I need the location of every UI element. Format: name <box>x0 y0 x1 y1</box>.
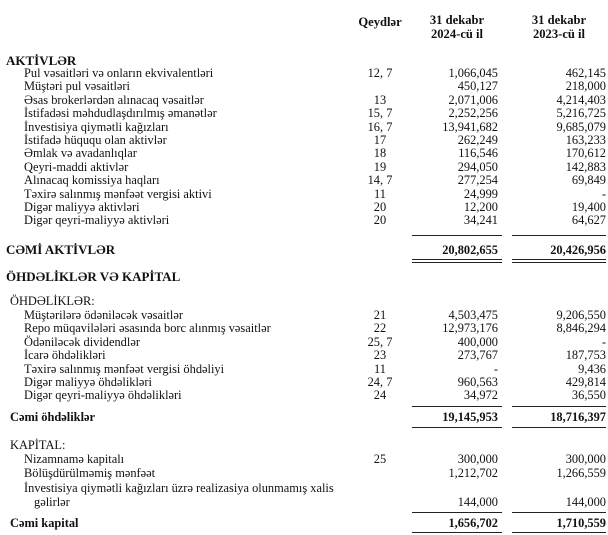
row-value-2023: 218,000 <box>565 79 606 94</box>
row-value-2024: 34,972 <box>463 388 498 403</box>
row-value-2024: 960,563 <box>457 375 498 389</box>
total-liabilities-2024: 19,145,953 <box>442 410 498 424</box>
row-value-2024: 400,000 <box>457 334 498 349</box>
table-row <box>0 200 608 214</box>
row-value-2024: 300,000 <box>457 452 498 466</box>
total-assets-2023: 20,426,956 <box>550 243 606 257</box>
row-notes: 12, 7 <box>367 66 393 80</box>
total-liabilities-label: Cəmi öhdəliklər <box>10 410 96 424</box>
row-notes: 11 <box>374 186 386 201</box>
row-notes: 20 <box>373 200 387 214</box>
row-notes: 18 <box>373 146 387 161</box>
row-value-2023: 142,883 <box>565 159 606 174</box>
row-label: Nizamnamə kapitalı <box>24 452 125 466</box>
column-header-2024-line2: 2024-cü il <box>430 27 484 41</box>
row-value-2024: 2,071,006 <box>448 92 498 107</box>
revaluation-label-line2: gəlirlər <box>34 495 70 509</box>
row-value-2023: 4,214,403 <box>556 92 606 107</box>
row-label: İstifadəsi məhdudlaşdırılmış əmanətlər <box>24 106 217 121</box>
table-row <box>0 79 608 93</box>
row-value-2024: - <box>493 361 498 376</box>
table-row <box>0 388 608 402</box>
total-capital-underline <box>412 532 502 533</box>
row-label: Digər maliyyə öhdəlikləri <box>24 375 152 389</box>
total-assets-label: CƏMİ AKTİVLƏR <box>6 242 116 257</box>
liabilities-title: ÖHDƏLİKLƏR: <box>10 294 95 308</box>
row-notes: 21 <box>373 308 387 322</box>
row-value-2023: 8,846,294 <box>556 321 606 336</box>
column-header-2024 <box>412 13 502 41</box>
liab-equity-section-title <box>0 270 608 284</box>
row-label: Əsas brokerlərdən alınacaq vəsaitlər <box>24 92 204 107</box>
table-row <box>0 187 608 201</box>
row-notes: 19 <box>373 159 387 174</box>
row-label: Digər qeyri-maliyyə öhdəlikləri <box>24 388 182 403</box>
row-value-2024: 4,503,475 <box>448 308 498 322</box>
revaluation-2023: 144,000 <box>565 495 606 509</box>
row-value-2024: 1,066,045 <box>448 66 498 80</box>
column-header-2023-line2: 2023-cü il <box>532 27 586 41</box>
row-value-2023: 163,233 <box>565 133 606 147</box>
table-row <box>0 466 608 480</box>
total-capital-row <box>0 516 608 530</box>
row-label: Alınacaq komissiya haqları <box>24 173 160 188</box>
row-value-2023: 9,685,079 <box>556 119 606 134</box>
table-row <box>0 213 608 227</box>
assets-subtotal-line <box>412 235 502 236</box>
row-label: Repo müqavilələri əsasında borc alınmış vəsaitlər <box>24 321 271 336</box>
table-row <box>0 133 608 147</box>
column-header-2024-line1: 31 dekabr <box>429 13 485 27</box>
table-row <box>0 160 608 174</box>
assets-title: AKTİVLƏR <box>6 53 77 68</box>
table-row <box>0 308 608 322</box>
row-value-2023: 64,627 <box>571 213 606 228</box>
row-value-2023: 19,400 <box>571 200 606 214</box>
total-liabilities-underline-2023 <box>512 427 606 428</box>
liab-equity-title: ÖHDƏLİKLƏR VƏ KAPİTAL <box>6 269 181 284</box>
table-row <box>0 146 608 160</box>
row-notes: 24 <box>373 388 387 403</box>
row-label: Təxirə salınmış mənfəət vergisi aktivi <box>24 186 212 201</box>
total-capital-label: Cəmi kapital <box>10 516 79 530</box>
row-value-2023: 5,216,725 <box>556 106 606 121</box>
column-header-2023 <box>512 13 606 41</box>
liabilities-subtotal-line <box>412 406 502 407</box>
liabilities-subtotal-line-2023 <box>512 406 606 407</box>
total-liabilities-row <box>0 410 608 424</box>
row-value-2023: 9,436 <box>578 361 606 376</box>
row-notes: 16, 7 <box>367 119 393 134</box>
row-value-2024: 273,767 <box>457 348 498 363</box>
total-assets-row <box>0 243 608 257</box>
capital-title: KAPİTAL: <box>10 438 66 452</box>
row-label: Digər maliyyə aktivləri <box>24 200 140 214</box>
row-label: Müştəri pul vəsaitləri <box>24 79 130 94</box>
table-row <box>0 375 608 389</box>
row-notes: 11 <box>374 361 386 376</box>
assets-subtotal-line-2023 <box>512 235 606 236</box>
row-notes: 24, 7 <box>367 375 393 389</box>
row-notes: 23 <box>373 348 387 363</box>
row-notes: 25, 7 <box>367 334 393 349</box>
row-label: Qeyri-maddi aktivlər <box>24 159 129 174</box>
row-label: Ödəniləcək dividendlər <box>24 334 140 349</box>
total-liabilities-underline <box>412 427 502 428</box>
row-label: İcarə öhdəlikləri <box>24 348 106 363</box>
table-row <box>0 335 608 349</box>
row-notes: 20 <box>373 213 387 228</box>
table-row <box>0 348 608 362</box>
row-value-2023: 9,206,550 <box>556 308 606 322</box>
row-value-2023: - <box>601 334 606 349</box>
table-row <box>0 66 608 80</box>
row-label: İnvestisiya qiymətli kağızları <box>24 119 169 134</box>
row-notes: 15, 7 <box>367 106 393 121</box>
row-notes: 14, 7 <box>367 173 393 188</box>
capital-subtotal-line <box>412 512 502 513</box>
row-label: Pul vəsaitləri və onların ekvivalentləri <box>24 66 214 80</box>
total-capital-2024: 1,656,702 <box>448 516 498 530</box>
row-value-2024: 450,127 <box>457 79 498 94</box>
revaluation-2024: 144,000 <box>457 495 498 509</box>
table-row <box>0 93 608 107</box>
table-row <box>0 120 608 134</box>
total-capital-underline-2023 <box>512 532 606 533</box>
row-notes: 13 <box>373 92 387 107</box>
capital-subtotal-line-2023 <box>512 512 606 513</box>
row-label: Müştərilərə ödəniləcək vəsaitlər <box>24 308 183 322</box>
row-value-2024: 262,249 <box>457 133 498 147</box>
table-row <box>0 452 608 466</box>
revaluation-label-line1: İnvestisiya qiymətli kağızları üzrə realizasiya olunmamış xalis <box>24 481 334 495</box>
row-value-2024: 2,252,256 <box>448 106 498 121</box>
row-value-2024: 1,212,702 <box>448 466 498 480</box>
row-value-2023: 36,550 <box>571 388 606 403</box>
total-assets-2024: 20,802,655 <box>442 243 498 257</box>
row-value-2023: 462,145 <box>565 66 606 80</box>
row-label: Təxirə salınmış mənfəət vergisi öhdəliyi <box>24 361 225 376</box>
table-row <box>0 106 608 120</box>
table-row <box>0 173 608 187</box>
total-liabilities-2023: 18,716,397 <box>550 410 606 424</box>
row-value-2023: 69,849 <box>571 173 606 188</box>
row-notes: 25 <box>373 452 387 466</box>
row-notes: 17 <box>373 133 387 147</box>
notes-column-header: Qeydlər <box>358 15 402 29</box>
table-row <box>0 321 608 335</box>
row-value-2024: 12,973,176 <box>442 321 498 336</box>
row-value-2024: 12,200 <box>463 200 498 214</box>
row-value-2023: 300,000 <box>565 452 606 466</box>
row-value-2023: 187,753 <box>565 348 606 363</box>
capital-row-revaluation-line1 <box>0 481 608 495</box>
capital-row-revaluation <box>0 495 608 509</box>
row-value-2023: 170,612 <box>565 146 606 161</box>
row-value-2024: 116,546 <box>458 146 498 161</box>
row-value-2024: 34,241 <box>463 213 498 228</box>
row-value-2024: 13,941,682 <box>442 119 498 134</box>
total-assets-double-line <box>412 259 502 263</box>
row-value-2023: 1,266,559 <box>556 466 606 480</box>
capital-subsection <box>0 438 608 452</box>
row-label: Əmlak və avadanlıqlar <box>24 146 137 161</box>
total-assets-double-line-2023 <box>512 259 606 263</box>
row-label: Digər qeyri-maliyyə aktivləri <box>24 213 170 228</box>
row-value-2024: 294,050 <box>457 159 498 174</box>
row-label: İstifadə hüququ olan aktivlər <box>24 133 167 147</box>
row-value-2023: - <box>601 186 606 201</box>
row-notes: 22 <box>373 321 387 336</box>
table-row <box>0 362 608 376</box>
row-value-2023: 429,814 <box>565 375 606 389</box>
liabilities-subsection <box>0 294 608 308</box>
row-value-2024: 24,999 <box>463 186 498 201</box>
row-value-2024: 277,254 <box>457 173 498 188</box>
column-header-2023-line1: 31 dekabr <box>531 13 587 27</box>
total-capital-2023: 1,710,559 <box>556 516 606 530</box>
row-label: Bölüşdürülməmiş mənfəət <box>24 466 156 480</box>
